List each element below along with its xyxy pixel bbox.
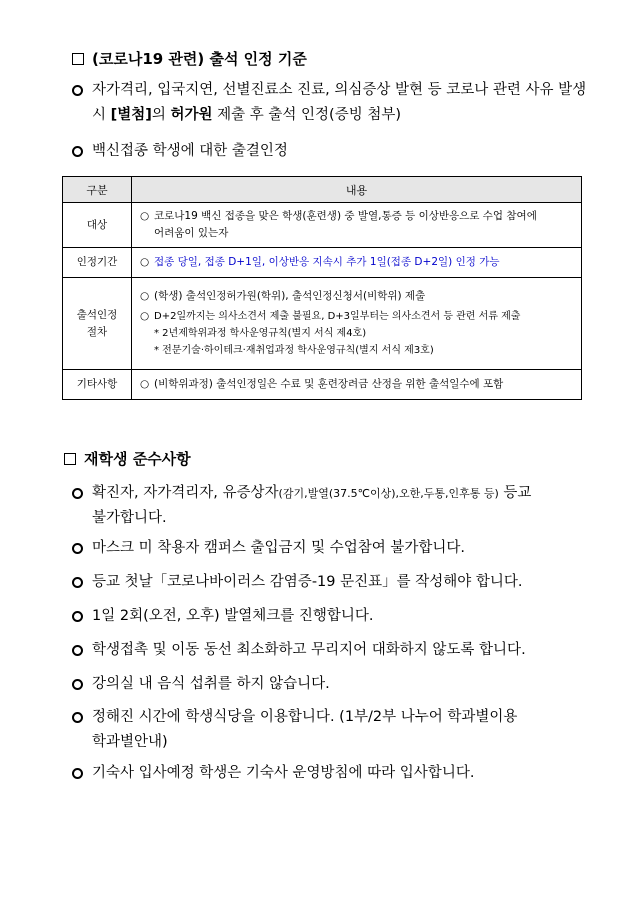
table-row-content	[132, 248, 582, 278]
circle-mark: ○	[140, 290, 150, 302]
bullet-text: 학생접촉 및 이동 동선 최소화하고 무리지어 대화하지 않도록 합니다.	[92, 642, 526, 658]
bullet-text-bold-permit: 허가원	[170, 107, 213, 123]
bullet-text-small: (감기,발열(37.5℃이상),오한,두통,인후통 등)	[278, 487, 499, 500]
section2-title-text: 재학생 준수사항	[84, 450, 191, 468]
list-item	[72, 570, 592, 595]
square-checkbox-icon	[64, 453, 76, 465]
bullet-text-rest: 등교 불가합니다.	[92, 485, 532, 526]
circle-bullet-icon	[72, 146, 83, 157]
table-row-label	[63, 278, 132, 370]
bullet-text: 등교 첫날「코로나바이러스 감염증-19 문진표」를 작성해야 합니다.	[92, 574, 523, 590]
list-item	[72, 604, 592, 629]
table-row-label: 기타사항	[63, 370, 132, 400]
table-row-period	[63, 248, 582, 278]
circle-mark: ○	[140, 210, 150, 222]
table-row-content	[132, 278, 582, 370]
table-cell-text: 접종 당일, 접종 D+1일, 이상반응 지속시 추가 1일(접종 D+2일) 인정 가능	[154, 256, 500, 268]
circle-bullet-icon	[72, 768, 83, 779]
bullet-text	[92, 78, 587, 128]
table-cell-text: 코로나19 백신 접종을 맞은 학생(훈련생) 중 발열,통증 등 이상반응으로 수업 참여에 어려움이 있는자	[154, 210, 537, 239]
table-row-other	[63, 370, 582, 400]
circle-bullet-icon	[72, 85, 83, 96]
table-cell-text: D+2일까지는 의사소견서 제출 불필요, D+3일부터는 의사소견서 등 관련 서류 제출	[154, 311, 521, 322]
bullet-text: 마스크 미 착용자 캠퍼스 출입금지 및 수업참여 불가합니다.	[92, 540, 466, 556]
bullet-text: 기숙사 입사예정 학생은 기숙사 운영방침에 따라 입사합니다.	[92, 765, 475, 781]
circle-bullet-icon	[72, 645, 83, 656]
list-item	[72, 638, 592, 663]
list-item	[72, 705, 587, 755]
bullet-text-bold-attachment: [별첨]	[110, 107, 152, 123]
section1-title-text: (코로나19 관련) 출석 인정 기준	[92, 50, 307, 68]
bullet-text: 1일 2회(오전, 오후) 발열체크를 진행합니다.	[92, 608, 374, 624]
list-item	[72, 761, 592, 786]
bullet-text	[92, 481, 587, 531]
circle-bullet-icon	[72, 543, 83, 554]
table-header-category: 구분	[63, 177, 132, 203]
list-item	[72, 481, 587, 531]
table-row-label: 대상	[63, 203, 132, 248]
square-checkbox-icon	[72, 53, 84, 65]
circle-bullet-icon	[72, 679, 83, 690]
table-row-label-line1: 출석인정	[76, 308, 118, 321]
table-cell-note: * 2년제학위과정 학사운영규칙(별지 서식 제4호)	[154, 328, 367, 339]
bullet-text-mid: 의	[151, 107, 171, 123]
table-header-row	[63, 177, 582, 203]
table-row-label: 인정기간	[63, 248, 132, 278]
circle-mark: ○	[140, 256, 150, 268]
circle-bullet-icon	[72, 712, 83, 723]
section1-bullet-attendance-reasons	[72, 78, 587, 128]
table-row-procedure	[63, 278, 582, 370]
table-row-target	[63, 203, 582, 248]
vaccine-attendance-table	[62, 176, 582, 400]
table-header-content: 내용	[132, 177, 582, 203]
circle-bullet-icon	[72, 488, 83, 499]
list-item	[72, 536, 592, 561]
section2-title	[64, 448, 191, 469]
list-item	[72, 672, 592, 697]
section1-bullet-vaccine	[72, 139, 587, 164]
circle-bullet-icon	[72, 611, 83, 622]
bullet-text: 강의실 내 음식 섭취를 하지 않습니다.	[92, 676, 330, 692]
circle-mark: ○	[140, 378, 150, 390]
circle-mark: ○	[140, 310, 150, 322]
table-row-content	[132, 370, 582, 400]
table-row-content	[132, 203, 582, 248]
bullet-text: 백신접종 학생에 대한 출결인정	[92, 143, 288, 159]
bullet-text: 정해진 시간에 학생식당을 이용합니다. (1부/2부 나누어 학과별이용 학과별안내)	[92, 709, 518, 750]
table-cell-note: * 전문기술·하이테크·재취업과정 학사운영규칙(별지 서식 제3호)	[154, 345, 434, 356]
table-cell-text: (학생) 출석인정허가원(학위), 출석인정신청서(비학위) 제출	[154, 290, 426, 302]
bullet-text-prefix: 자가격리, 입국지연, 선별진료소 진료, 의심증상 발현 등 코로나 관련 사유 발생 시	[92, 82, 587, 123]
circle-bullet-icon	[72, 577, 83, 588]
table-row-label-line2: 절차	[86, 325, 108, 338]
section1-title	[72, 48, 307, 69]
table-cell-text: (비학위과정) 출석인정일은 수료 및 훈련장려금 산정을 위한 출석일수에 포함	[154, 378, 504, 390]
bullet-text-main: 확진자, 자가격리자, 유증상자	[92, 485, 279, 501]
bullet-text-suffix: 제출 후 출석 인정(증빙 첨부)	[212, 107, 401, 123]
